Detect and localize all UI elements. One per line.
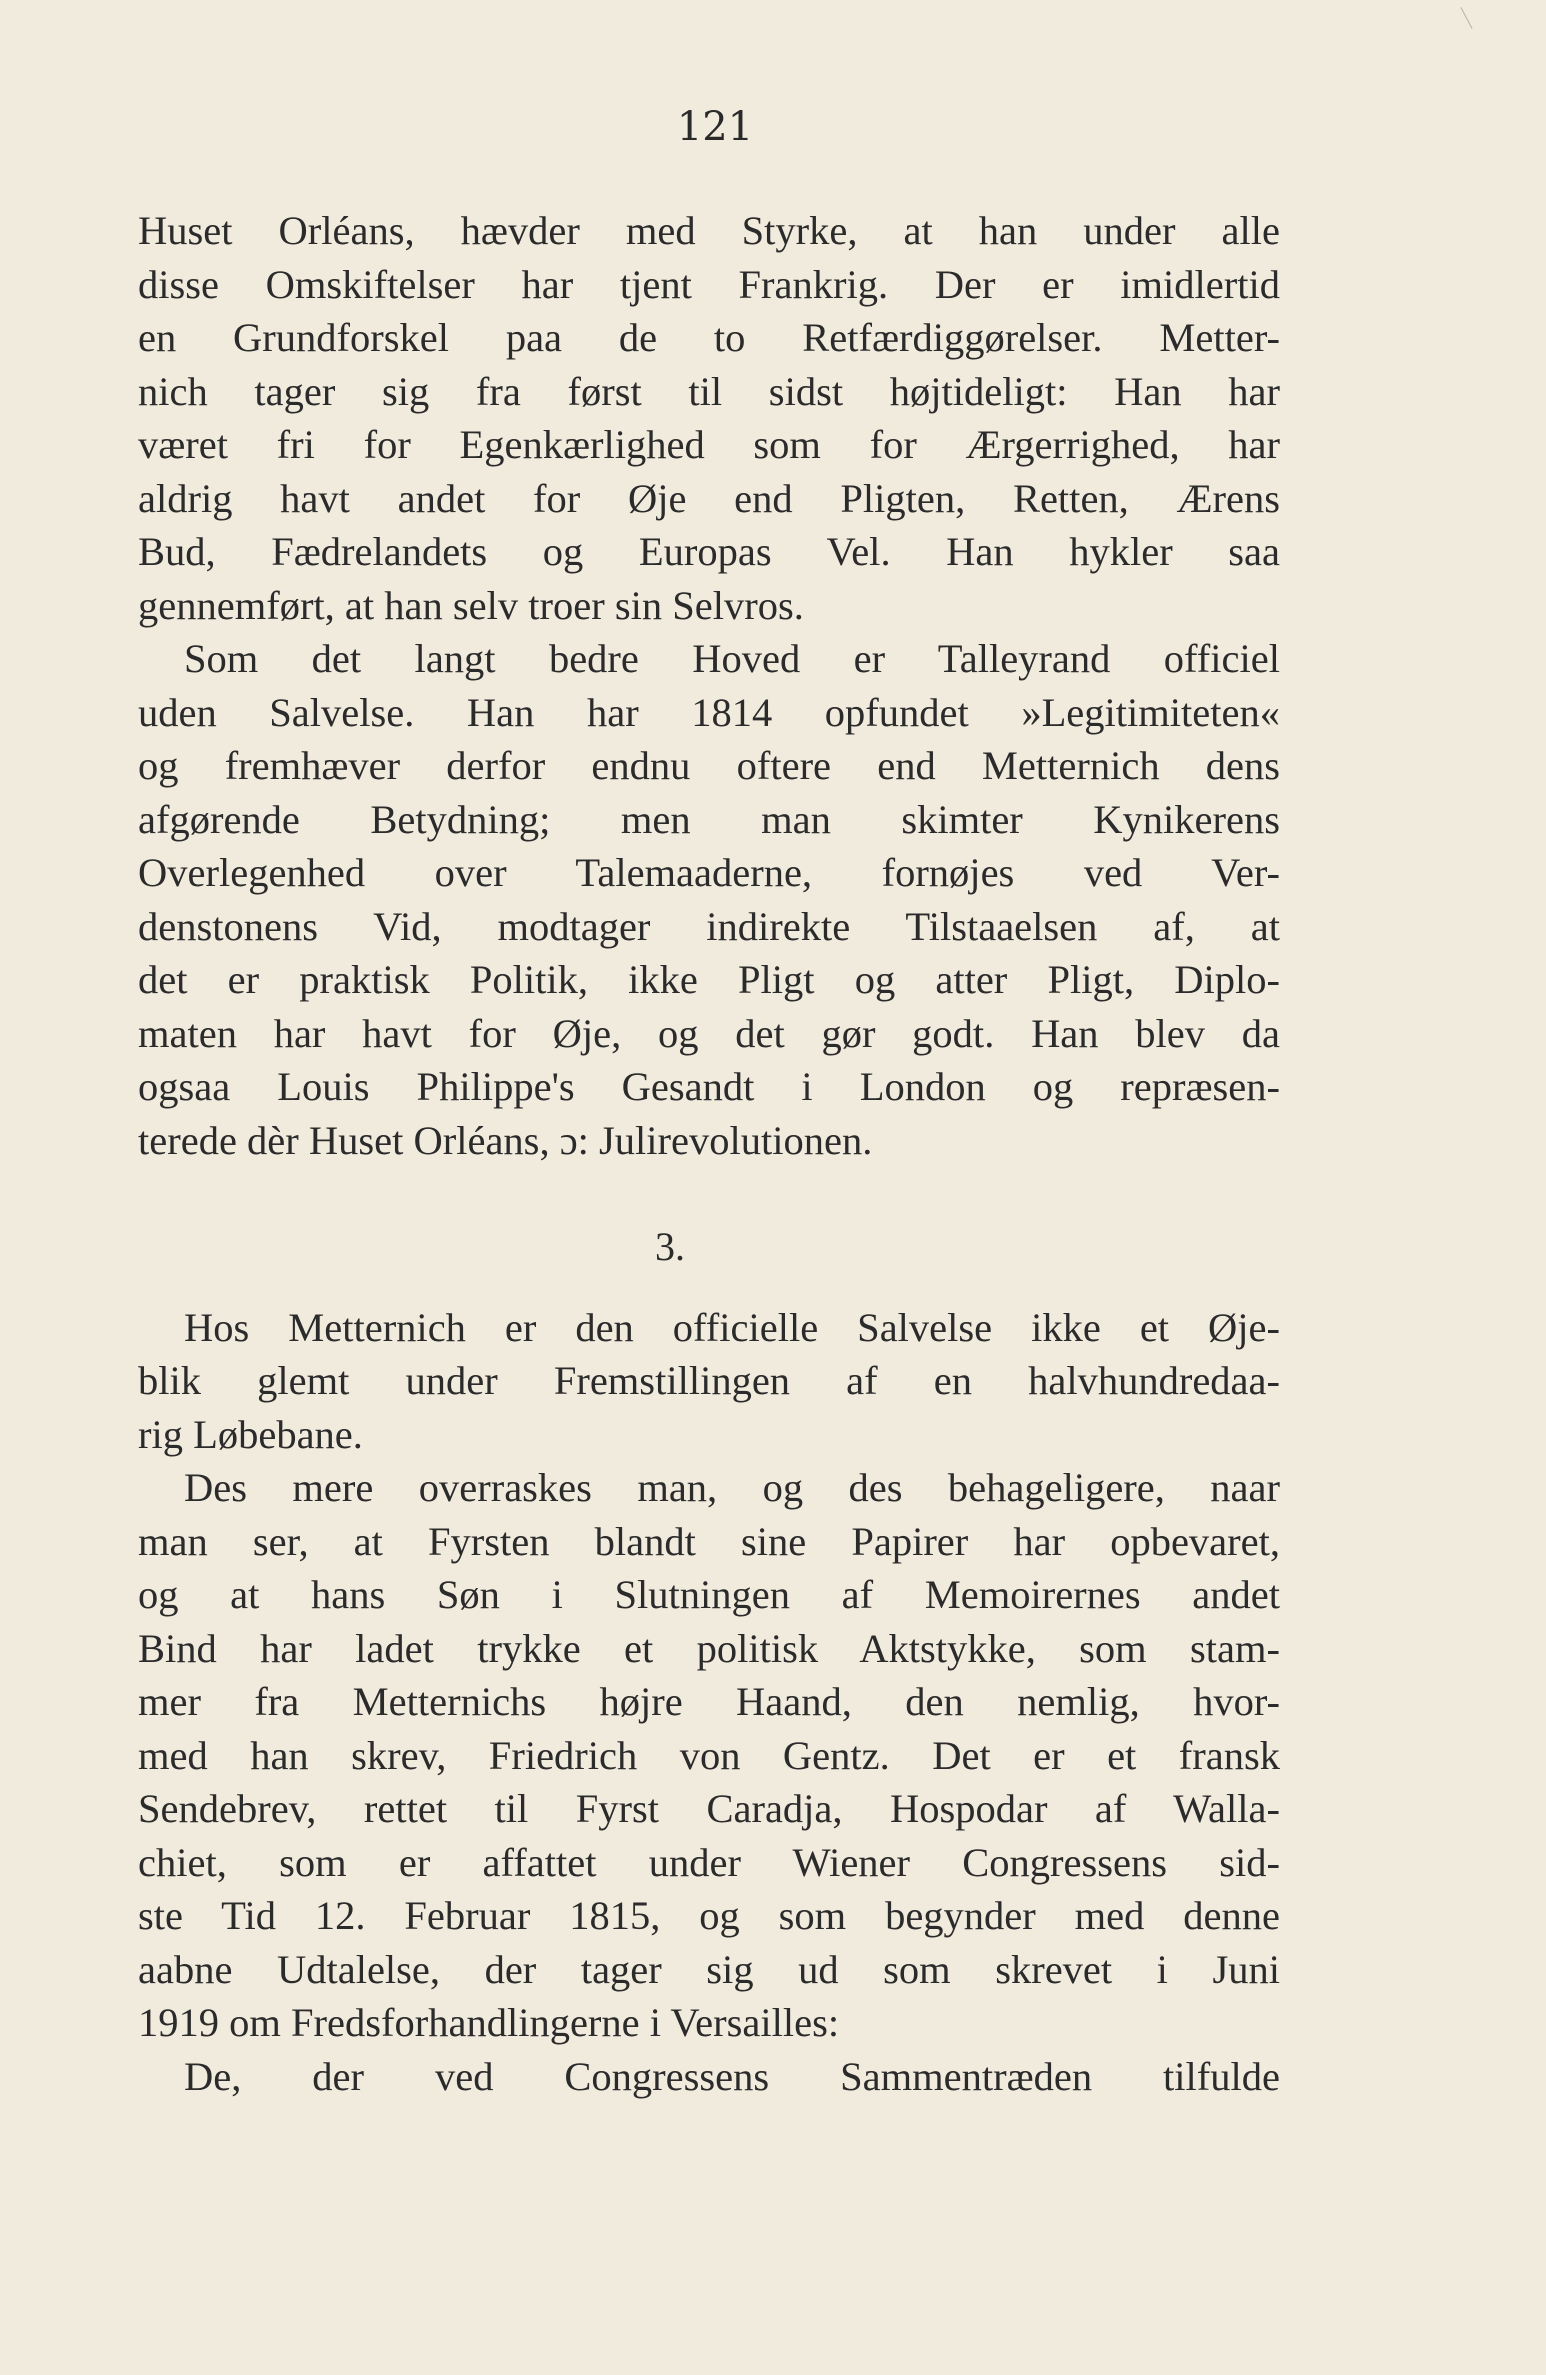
text-line: ste Tid 12. Februar 1815, og som begynder med denne <box>138 1893 1280 1938</box>
page-number: 121 <box>676 104 754 150</box>
text-line: aldrig havt andet for Øje end Pligten, Retten, Ærens <box>138 475 1280 521</box>
text-line: været fri for Egenkærlighed som for Ærgerrighed, har <box>138 422 1280 467</box>
text-line: Bind har ladet trykke et politisk Aktstykke, som stam- <box>138 1625 1280 1671</box>
text-line: uden Salvelse. Han har 1814 opfundet »Legitimiteten« <box>138 689 1280 735</box>
text-line: maten har havt for Øje, og det gør godt. Han blev da <box>138 1010 1280 1056</box>
text-line: Bud, Fædrelandets og Europas Vel. Han hykler saa <box>138 529 1280 574</box>
text-line: og at hans Søn i Slutningen af Memoirernes andet <box>138 1572 1280 1617</box>
text-line: De, der ved Congressens Sammentræden tilfulde <box>184 2053 1280 2099</box>
text-line: Hos Metternich er den officielle Salvelse ikke et Øje- <box>184 1304 1280 1350</box>
text-line: Som det langt bedre Hoved er Talleyrand officiel <box>184 636 1280 681</box>
text-line: gennemført, at han selv troer sin Selvros. <box>138 582 804 628</box>
text-line: Huset Orléans, hævder med Styrke, at han under alle <box>138 208 1280 253</box>
section-heading: 3. <box>655 1224 685 1269</box>
corner-scan-mark <box>1460 7 1472 29</box>
text-line: blik glemt under Fremstillingen af en halvhundredaa- <box>138 1358 1280 1403</box>
text-line: en Grundforskel paa de to Retfærdiggørelser. Metter- <box>138 315 1280 360</box>
text-line: med han skrev, Friedrich von Gentz. Det er et fransk <box>138 1732 1280 1778</box>
text-line: disse Omskiftelser har tjent Frankrig. Der er imidlertid <box>138 261 1280 307</box>
text-line: Overlegenhed over Talemaaderne, fornøjes ved Ver- <box>138 850 1280 895</box>
text-line: Sendebrev, rettet til Fyrst Caradja, Hospodar af Walla- <box>138 1786 1280 1831</box>
text-line: Des mere overraskes man, og des behageligere, naar <box>184 1465 1280 1510</box>
text-line: ogsaa Louis Philippe's Gesandt i London og repræsen- <box>138 1064 1280 1109</box>
text-line: rig Løbebane. <box>138 1411 363 1457</box>
text-line: terede dèr Huset Orléans, ɔ: Julirevolutionen. <box>138 1117 873 1163</box>
text-line: aabne Udtalelse, der tager sig ud som skrevet i Juni <box>138 1946 1280 1992</box>
text-line: denstonens Vid, modtager indirekte Tilstaaelsen af, at <box>138 903 1280 949</box>
text-line: 1919 om Fredsforhandlingerne i Versailles: <box>138 2000 840 2045</box>
body-text <box>138 204 1280 2103</box>
text-line: man ser, at Fyrsten blandt sine Papirer har opbevaret, <box>138 1518 1280 1564</box>
text-line: nich tager sig fra først til sidst højtideligt: Han har <box>138 368 1280 414</box>
text-line: mer fra Metternichs højre Haand, den nemlig, hvor- <box>138 1679 1280 1724</box>
text-line: det er praktisk Politik, ikke Pligt og atter Pligt, Diplo- <box>138 957 1280 1002</box>
text-line: chiet, som er affattet under Wiener Congressens sid- <box>138 1839 1280 1885</box>
text-line: og fremhæver derfor endnu oftere end Metternich dens <box>138 743 1280 788</box>
text-line: afgørende Betydning; men man skimter Kynikerens <box>138 796 1280 842</box>
